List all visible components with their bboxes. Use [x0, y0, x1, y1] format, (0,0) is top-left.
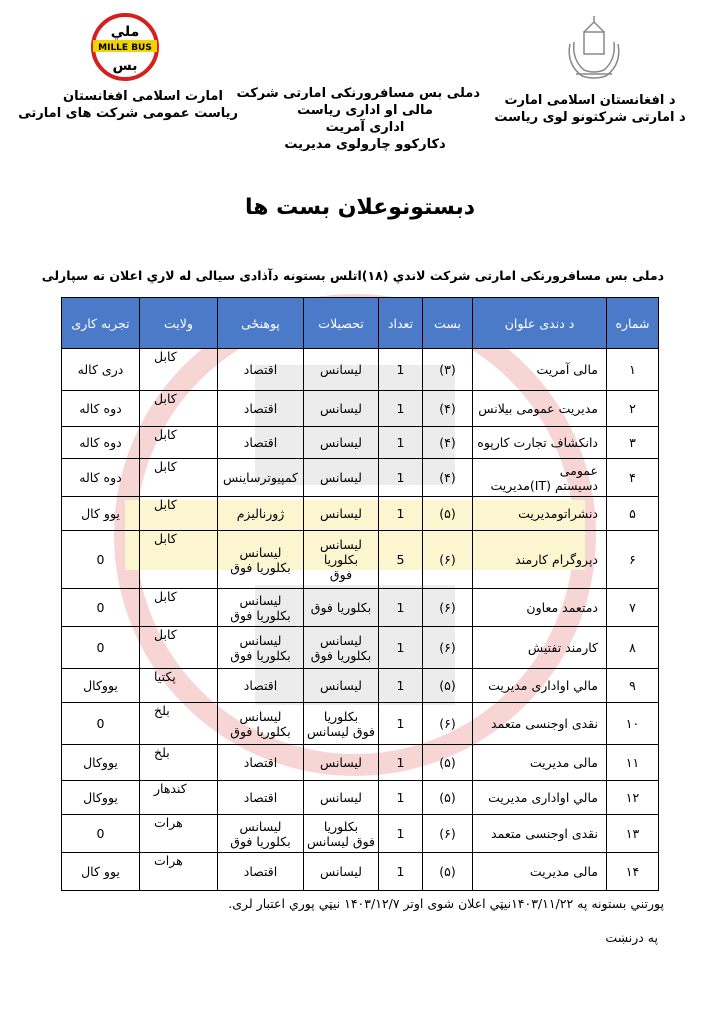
emirate-emblem-icon — [562, 14, 626, 82]
cell-faculty — [218, 669, 304, 703]
table-row — [62, 459, 659, 497]
closing-regards: په درنښت — [605, 930, 658, 945]
mille-bus-logo — [90, 12, 160, 82]
cell-job-title — [473, 815, 607, 853]
cell-number: ۴ — [607, 459, 659, 497]
cell-education — [304, 745, 379, 781]
cell-education — [304, 627, 379, 669]
cell-province: بلخ — [140, 703, 218, 745]
cell-line: بکلوریا — [323, 818, 359, 834]
cell-line: بکلوریا فوق — [310, 647, 372, 663]
cell-experience: یووکال — [62, 781, 140, 815]
cell-education — [304, 497, 379, 531]
cell-job-title — [473, 853, 607, 891]
col-province: ولایت — [140, 298, 218, 349]
cell-faculty — [218, 703, 304, 745]
cell-province: کابل — [140, 349, 218, 391]
cell-grade: (۶) — [423, 531, 473, 589]
cell-line: لیسانس — [320, 537, 362, 552]
cell-faculty — [218, 459, 304, 497]
cell-count: 1 — [379, 781, 423, 815]
cell-line: اقتصاد — [243, 790, 278, 805]
table-row — [62, 703, 659, 745]
cell-province: کابل — [140, 531, 218, 589]
cell-education — [304, 669, 379, 703]
cell-line: مالی مدیریت — [529, 755, 598, 770]
cell-faculty — [218, 391, 304, 427]
cell-experience: دری کاله — [62, 349, 140, 391]
cell-grade: (۵) — [423, 781, 473, 815]
cell-line: فوق لیسانس — [306, 723, 376, 739]
table-row — [62, 815, 659, 853]
cell-education — [304, 427, 379, 459]
cell-line: ژورنالیزم — [236, 506, 285, 521]
cell-experience: یوو کال — [62, 853, 140, 891]
cell-line: اقتصاد — [243, 362, 278, 377]
cell-line: کارمند تفتیش — [527, 640, 598, 655]
cell-count: 1 — [379, 349, 423, 391]
cell-experience: 0 — [62, 627, 140, 669]
cell-education — [304, 531, 379, 589]
cell-line: مالي اواداری مدیریت — [488, 790, 598, 805]
cell-line: بکلوریا فوق — [310, 600, 372, 615]
table-row — [62, 853, 659, 891]
cell-line: مالي اواداری مدیریت — [488, 678, 598, 693]
table-header-row — [62, 298, 659, 349]
col-faculty: پوهنځی — [218, 298, 304, 349]
cell-grade: (۵) — [423, 745, 473, 781]
cell-number: ۱۰ — [607, 703, 659, 745]
svg-text:MILLE BUS: MILLE BUS — [98, 43, 152, 53]
cell-province: هرات — [140, 815, 218, 853]
cell-job-title — [473, 531, 607, 589]
cell-grade: (۴) — [423, 391, 473, 427]
cell-province: هرات — [140, 853, 218, 891]
cell-job-title — [473, 589, 607, 627]
cell-line: اقتصاد — [243, 678, 278, 693]
cell-count: 1 — [379, 703, 423, 745]
cell-line: اقتصاد — [243, 435, 278, 450]
cell-province: کابل — [140, 427, 218, 459]
cell-province: کابل — [140, 497, 218, 531]
cell-experience: 0 — [62, 589, 140, 627]
cell-line: بکلوریا فوق — [230, 607, 291, 623]
col-education: تحصیلات — [304, 298, 379, 349]
cell-experience: 0 — [62, 703, 140, 745]
cell-grade: (۶) — [423, 815, 473, 853]
cell-number: ۷ — [607, 589, 659, 627]
cell-count: 1 — [379, 497, 423, 531]
cell-faculty — [218, 589, 304, 627]
header-right: د افغانستان اسلامی امارت د امارتی شرکتونو لوی ریاست — [494, 93, 686, 125]
cell-province: کابل — [140, 627, 218, 669]
cell-province: کندهار — [140, 781, 218, 815]
cell-line: فوق — [329, 567, 353, 582]
cell-line: مالی آمریت — [536, 362, 598, 377]
table-row — [62, 427, 659, 459]
cell-province: بلخ — [140, 745, 218, 781]
cell-education — [304, 703, 379, 745]
cell-faculty — [218, 531, 304, 589]
cell-line: لیسانس — [320, 401, 362, 416]
cell-line: اقتصاد — [243, 864, 278, 879]
cell-line: اقتصاد — [243, 755, 278, 770]
table-row — [62, 531, 659, 589]
cell-line: نقدی اوجنسی متعمد — [491, 716, 598, 731]
cell-grade: (۶) — [423, 589, 473, 627]
cell-line: دانکشاف تجارت کارپوه — [477, 435, 598, 450]
cell-number: ۱۱ — [607, 745, 659, 781]
cell-job-title — [473, 497, 607, 531]
cell-line: عمومی — [559, 462, 598, 478]
cell-faculty — [218, 349, 304, 391]
cell-line: کمپیوترساینس — [222, 470, 299, 485]
cell-line: لیسانس — [239, 818, 282, 834]
cell-number: ۱۴ — [607, 853, 659, 891]
cell-experience: دوه کاله — [62, 427, 140, 459]
cell-line: اقتصاد — [243, 401, 278, 416]
cell-count: 1 — [379, 391, 423, 427]
cell-line: لیسانس — [320, 506, 362, 521]
cell-line: دمتعمد معاون — [526, 600, 598, 615]
cell-number: ۳ — [607, 427, 659, 459]
cell-experience: یووکال — [62, 745, 140, 781]
cell-province: کابل — [140, 391, 218, 427]
cell-line: لیسانس — [239, 708, 282, 724]
cell-faculty — [218, 745, 304, 781]
cell-line: لیسانس — [239, 544, 282, 560]
cell-line: نقدی اوجنسی متعمد — [491, 826, 598, 841]
cell-number: ۵ — [607, 497, 659, 531]
cell-number: ۲ — [607, 391, 659, 427]
cell-province: پکتیا — [140, 669, 218, 703]
cell-number: ۹ — [607, 669, 659, 703]
table-row — [62, 391, 659, 427]
cell-line: لیسانس — [320, 678, 362, 693]
cell-faculty — [218, 497, 304, 531]
document-title: دبستونوعلان بست ها — [244, 195, 476, 220]
table-row — [62, 349, 659, 391]
cell-experience: یووکال — [62, 669, 140, 703]
cell-line: بکلوریا فوق — [230, 833, 291, 849]
cell-job-title — [473, 781, 607, 815]
cell-job-title — [473, 627, 607, 669]
cell-grade: (۵) — [423, 669, 473, 703]
cell-line: مالی مدیریت — [529, 864, 598, 879]
cell-grade: (۶) — [423, 627, 473, 669]
cell-count: 1 — [379, 745, 423, 781]
cell-line: لیسانس — [320, 632, 362, 648]
table-row — [62, 589, 659, 627]
col-experience: تجربه کاری — [62, 298, 140, 349]
cell-faculty — [218, 815, 304, 853]
cell-count: 5 — [379, 531, 423, 589]
cell-line: لیسانس — [239, 632, 282, 648]
cell-line: لیسانس — [320, 470, 362, 485]
cell-grade: (۴) — [423, 459, 473, 497]
cell-line: مدیریت عمومی بیلانس — [478, 401, 598, 416]
cell-education — [304, 781, 379, 815]
cell-job-title — [473, 427, 607, 459]
cell-faculty — [218, 853, 304, 891]
cell-number: ۱۲ — [607, 781, 659, 815]
cell-count: 1 — [379, 589, 423, 627]
cell-line: دنشراتومدیریت — [518, 506, 598, 521]
table-row — [62, 627, 659, 669]
cell-line: لیسانس — [320, 864, 362, 879]
cell-count: 1 — [379, 669, 423, 703]
document-subtitle: دملی بس مسافرورنکی امارتی شرکت لاندي (۱۸)اتلس بستونه دآذادی سیالی له لاري اعلان ته سپارلی — [41, 268, 664, 283]
cell-education — [304, 589, 379, 627]
cell-count: 1 — [379, 627, 423, 669]
cell-faculty — [218, 781, 304, 815]
cell-number: ۱ — [607, 349, 659, 391]
cell-line: بکلوریا — [323, 708, 359, 724]
cell-job-title — [473, 391, 607, 427]
cell-line: لیسانس — [320, 435, 362, 450]
cell-grade: (۶) — [423, 703, 473, 745]
cell-line: لیسانس — [320, 790, 362, 805]
table-row — [62, 781, 659, 815]
cell-education — [304, 815, 379, 853]
cell-line: بکلوریا فوق — [230, 723, 291, 739]
cell-experience: دوه کاله — [62, 459, 140, 497]
svg-text:بس: بس — [112, 58, 138, 74]
positions-table — [61, 297, 659, 891]
validity-note: پورتني بستونه په ۱۴۰۳/۱۱/۲۲نیټي اعلان شوی اوتر ۱۴۰۳/۱۲/۷ نیټي پوري اعتبار لری. — [228, 896, 664, 911]
cell-province: کابل — [140, 459, 218, 497]
cell-number: ۱۳ — [607, 815, 659, 853]
cell-grade: (۳) — [423, 349, 473, 391]
col-count: تعداد — [379, 298, 423, 349]
cell-experience: 0 — [62, 815, 140, 853]
cell-count: 1 — [379, 459, 423, 497]
cell-count: 1 — [379, 815, 423, 853]
cell-count: 1 — [379, 427, 423, 459]
cell-line: فوق لیسانس — [306, 833, 376, 849]
cell-grade: (۴) — [423, 427, 473, 459]
cell-line: لیسانس — [320, 362, 362, 377]
cell-education — [304, 391, 379, 427]
cell-grade: (۵) — [423, 497, 473, 531]
cell-job-title — [473, 703, 607, 745]
cell-education — [304, 349, 379, 391]
svg-text:ملي: ملي — [110, 24, 140, 40]
table-row — [62, 497, 659, 531]
cell-job-title — [473, 669, 607, 703]
cell-faculty — [218, 627, 304, 669]
cell-number: ۶ — [607, 531, 659, 589]
cell-faculty — [218, 427, 304, 459]
cell-experience: 0 — [62, 531, 140, 589]
cell-count: 1 — [379, 853, 423, 891]
cell-experience: دوه کاله — [62, 391, 140, 427]
cell-line: بکلوریا فوق — [230, 559, 291, 575]
cell-grade: (۵) — [423, 853, 473, 891]
table-row — [62, 745, 659, 781]
cell-education — [304, 459, 379, 497]
cell-number: ۸ — [607, 627, 659, 669]
cell-job-title — [473, 349, 607, 391]
cell-line: بکلوریا — [323, 552, 359, 567]
col-grade: بست — [423, 298, 473, 349]
cell-line: دسیستم (IT)مدیریت — [490, 477, 598, 493]
table-row — [62, 669, 659, 703]
cell-line: لیسانس — [239, 592, 282, 608]
header-center: دملی بس مسافرورنکی امارتی شرکت مالی او اداری ریاست اداری آمریت دکارکوو چارولوی مدیریت — [236, 86, 480, 152]
cell-province: کابل — [140, 589, 218, 627]
cell-line: بکلوریا فوق — [230, 647, 291, 663]
col-number: شماره — [607, 298, 659, 349]
cell-line: لیسانس — [320, 755, 362, 770]
col-job-title: د دندی علوان — [473, 298, 607, 349]
cell-education — [304, 853, 379, 891]
cell-line: دپروگرام کارمند — [515, 552, 598, 567]
cell-job-title — [473, 745, 607, 781]
cell-experience: یوو کال — [62, 497, 140, 531]
header-left: امارت اسلامی افغانستان ریاست عمومی شرکت های امارتی — [18, 89, 238, 121]
cell-job-title — [473, 459, 607, 497]
